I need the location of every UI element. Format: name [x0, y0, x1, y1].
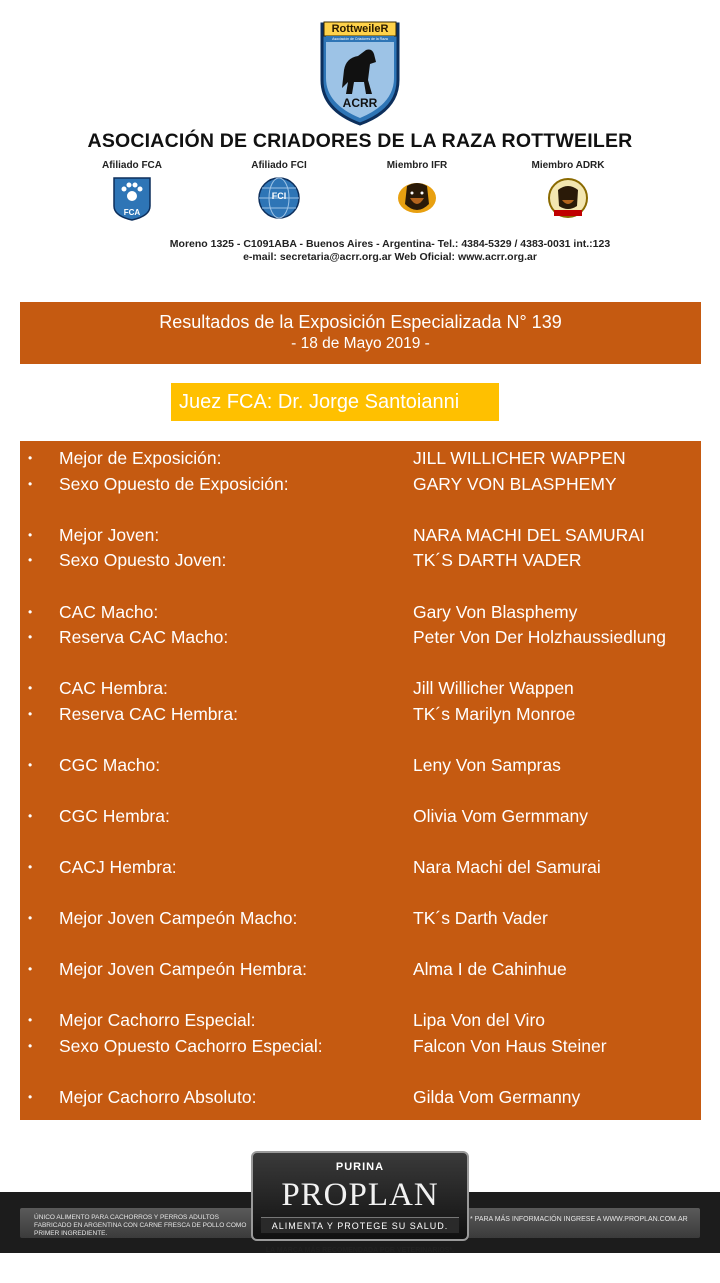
- result-category: Mejor Joven:: [59, 525, 160, 545]
- bullet: •: [28, 707, 33, 721]
- result-row: [20, 600, 701, 624]
- judge-label: Juez FCA: Dr. Jorge Santoianni: [171, 383, 499, 421]
- result-category: CAC Macho:: [59, 602, 159, 622]
- bullet: •: [28, 1013, 33, 1027]
- result-winner: Falcon Von Haus Steiner: [413, 1036, 607, 1056]
- result-category: CGC Macho:: [59, 755, 161, 775]
- result-category: CACJ Hembra:: [59, 857, 177, 877]
- result-winner: Nara Machi del Samurai: [413, 857, 601, 877]
- bullet: •: [28, 809, 33, 823]
- result-winner: Jill Willicher Wappen: [413, 678, 574, 698]
- result-row: [20, 1085, 701, 1109]
- result-category: Mejor de Exposición:: [59, 448, 222, 468]
- result-winner: NARA MACHI DEL SAMURAI: [413, 525, 645, 545]
- results-banner: [20, 302, 701, 364]
- rottweiler-head-icon: [395, 176, 439, 220]
- result-category: CGC Hembra:: [59, 806, 170, 826]
- affiliation-label: Miembro ADRK: [531, 160, 605, 171]
- result-winner: Gary Von Blasphemy: [413, 602, 578, 622]
- results-panel: [20, 441, 701, 1120]
- proplan-logo: [251, 1151, 469, 1241]
- affiliation-label: Afiliado FCI: [251, 160, 307, 171]
- result-row: [20, 702, 701, 726]
- bullet: •: [28, 860, 33, 874]
- result-category: Mejor Cachorro Absoluto:: [59, 1087, 257, 1107]
- result-row: [20, 472, 701, 496]
- bullet: •: [28, 605, 33, 619]
- result-row: [20, 855, 701, 879]
- result-winner: TK´S DARTH VADER: [413, 550, 582, 570]
- bullet: •: [28, 962, 33, 976]
- logo-text-top: RottweileR: [331, 23, 389, 35]
- bullet: •: [28, 1039, 33, 1053]
- contact-info: [0, 238, 720, 264]
- logo-text-sub: Asociación de Criadores de la Raza: [332, 37, 388, 41]
- bullet: •: [28, 630, 33, 644]
- bullet: •: [28, 681, 33, 695]
- adrk-seal-icon: [546, 176, 590, 222]
- result-winner: TK´s Marilyn Monroe: [413, 704, 576, 724]
- result-winner: Olivia Vom Germmany: [413, 806, 589, 826]
- result-row: [20, 906, 701, 930]
- result-winner: Leny Von Sampras: [413, 755, 561, 775]
- affiliation-ifr: [357, 160, 477, 220]
- affiliation-adrk: [508, 160, 628, 222]
- bullet: •: [28, 553, 33, 567]
- affiliations: [0, 160, 720, 230]
- bullet: •: [28, 758, 33, 772]
- affiliation-fci: [219, 160, 339, 220]
- result-category: Sexo Opuesto Joven:: [59, 550, 227, 570]
- result-winner: Alma I de Cahinhue: [413, 959, 567, 979]
- result-category: Reserva CAC Hembra:: [59, 704, 238, 724]
- bullet: •: [28, 451, 33, 465]
- result-winner: TK´s Darth Vader: [413, 908, 548, 928]
- result-row: [20, 625, 701, 649]
- address-line: Moreno 1325 - C1091ABA - Buenos Aires - Argentina- Tel.: 4384-5329 / 4383-0031 int.:123: [169, 238, 611, 250]
- result-row: [20, 957, 701, 981]
- org-title: ASOCIACIÓN DE CRIADORES DE LA RAZA ROTTWEILER: [87, 130, 633, 152]
- result-category: Mejor Cachorro Especial:: [59, 1010, 256, 1030]
- result-row: [20, 548, 701, 572]
- result-category: CAC Hembra:: [59, 678, 168, 698]
- result-category: Sexo Opuesto de Exposición:: [59, 474, 289, 494]
- footer-right-text: * PARA MÁS INFORMACIÓN INGRESE A WWW.PROPLAN.COM.AR: [470, 1216, 688, 1223]
- bullet: •: [28, 1090, 33, 1104]
- result-row: [20, 676, 701, 700]
- result-category: Sexo Opuesto Cachorro Especial:: [59, 1036, 323, 1056]
- proplan-tagline: ALIMENTA Y PROTEGE SU SALUD.: [261, 1217, 459, 1233]
- purina-label: PURINA: [335, 1161, 385, 1173]
- result-row: [20, 753, 701, 777]
- result-row: [20, 1034, 701, 1058]
- affiliation-label: Miembro IFR: [386, 160, 448, 171]
- affiliation-label: Afiliado FCA: [102, 160, 162, 171]
- result-winner: Peter Von Der Holzhaussiedlung: [413, 627, 666, 647]
- fca-badge: FCA: [123, 208, 141, 217]
- bullet: •: [28, 911, 33, 925]
- result-row: [20, 446, 701, 470]
- result-category: Reserva CAC Macho:: [59, 627, 229, 647]
- logo-text-bottom: ACRR: [342, 96, 378, 110]
- result-winner: Gilda Vom Germanny: [413, 1087, 581, 1107]
- fci-badge: FCI: [271, 191, 287, 201]
- banner-title: Resultados de la Exposición Especializada N° 139: [159, 312, 562, 332]
- contact-line: e-mail: secretaria@acrr.org.ar Web Oficial: www.acrr.org.ar: [243, 251, 537, 263]
- result-winner: JILL WILLICHER WAPPEN: [413, 448, 626, 468]
- banner-date: - 18 de Mayo 2019 -: [291, 335, 430, 352]
- bullet: •: [28, 477, 33, 491]
- affiliation-fca: [72, 160, 192, 222]
- result-category: Mejor Joven Campeón Macho:: [59, 908, 298, 928]
- acrr-logo: [318, 18, 402, 126]
- result-winner: Lipa Von del Viro: [413, 1010, 546, 1030]
- bullet: •: [28, 528, 33, 542]
- result-category: Mejor Joven Campeón Hembra:: [59, 959, 308, 979]
- proplan-name: PROPLAN: [281, 1177, 439, 1213]
- footer-bottom-text: LA MARCA MÁS RECOMENDADA POR VETERINARIOS*.: [265, 1247, 455, 1254]
- result-row: [20, 1008, 701, 1032]
- result-winner: GARY VON BLASPHEMY: [413, 474, 617, 494]
- footer-left-text: ÚNICO ALIMENTO PARA CACHORROS Y PERROS ADULTOS FABRICADO EN ARGENTINA CON CARNE FRESCA DE POLLO COMO PRIMER INGREDIENTE.: [34, 1214, 247, 1237]
- result-row: [20, 804, 701, 828]
- result-row: [20, 523, 701, 547]
